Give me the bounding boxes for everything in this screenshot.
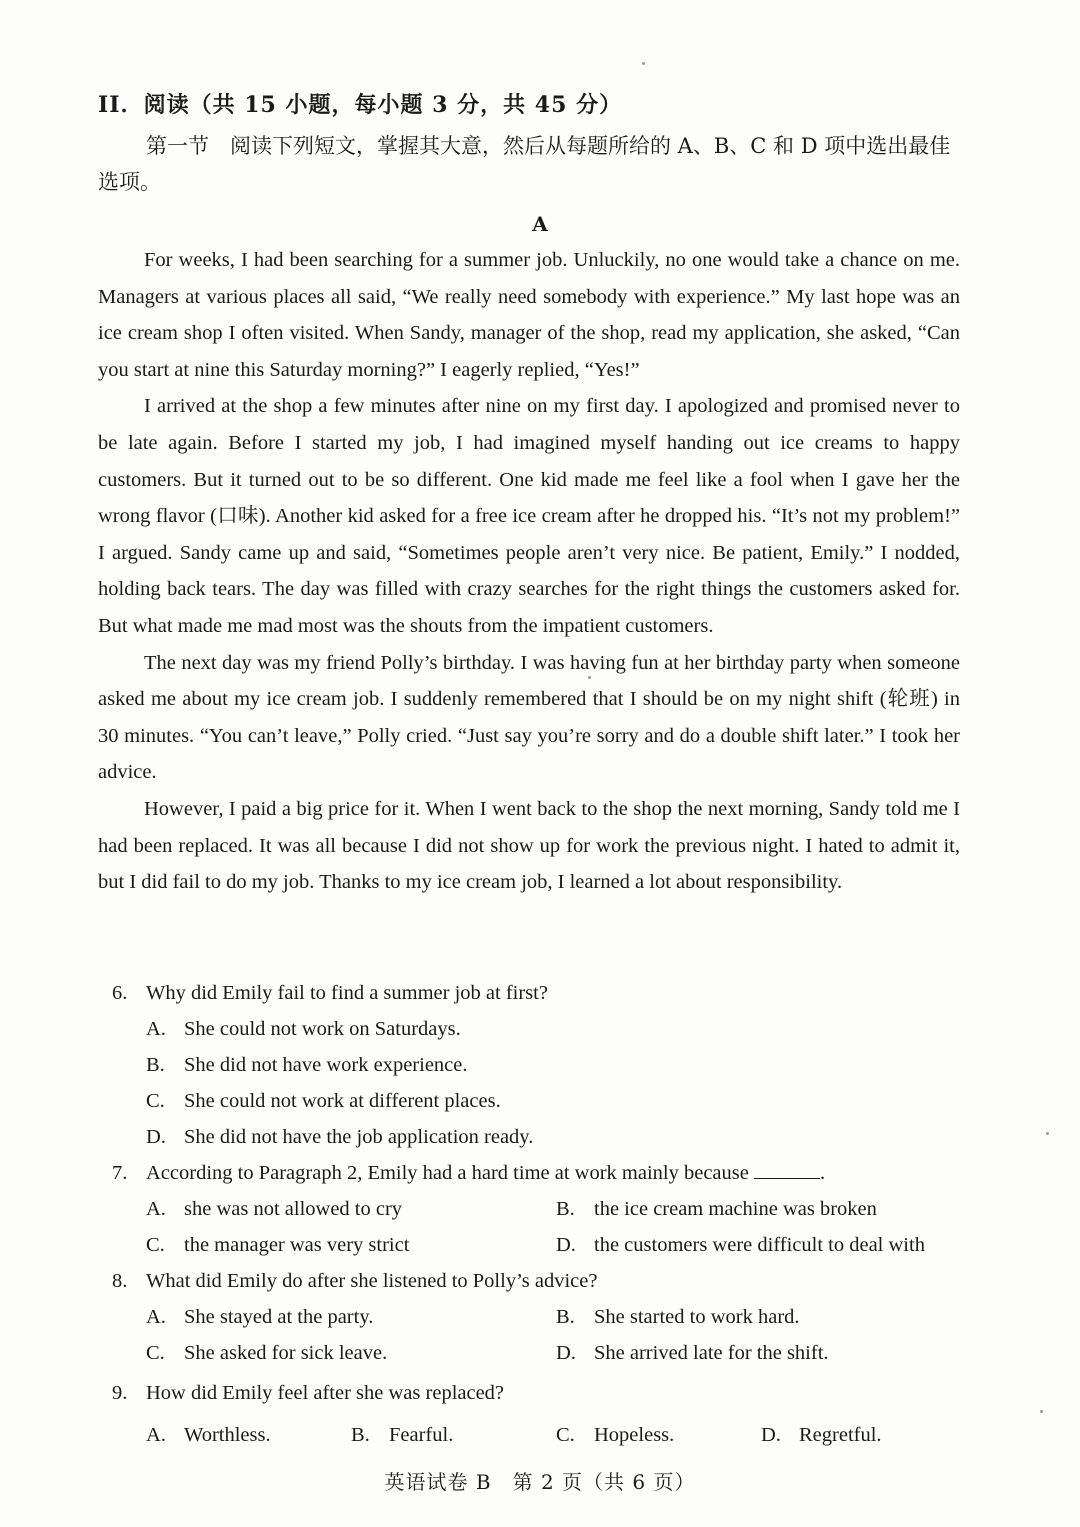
option-text: Worthless. xyxy=(184,1424,271,1446)
option-text: She stayed at the party. xyxy=(184,1306,374,1328)
option-7a[interactable] xyxy=(146,1191,556,1227)
question-6 xyxy=(112,975,962,1011)
option-row xyxy=(112,1047,962,1083)
option-letter: C. xyxy=(146,1090,165,1112)
option-letter: A. xyxy=(146,1018,166,1040)
question-stem: According to Paragraph 2, Emily had a hard time at work mainly because xyxy=(146,1162,749,1184)
option-row xyxy=(112,1417,962,1453)
option-text: She asked for sick leave. xyxy=(184,1342,388,1364)
option-9b[interactable] xyxy=(351,1417,556,1453)
passage-paragraph-1: For weeks, I had been searching for a summer job. Unluckily, no one would take a chance on me. Managers at various places all said, “We really need somebody with experience.” My last hope was an ice cream shop I often visited. When Sandy, manager of the shop, read my application, she asked, “Can you start at nine this Saturday morning?” I eagerly replied, “Yes!” xyxy=(98,249,960,381)
option-letter: B. xyxy=(556,1198,575,1220)
passage-paragraph-3: The next day was my friend Polly’s birthday. I was having fun at her birthday party when someone asked me about my ice cream job. I suddenly remembered that I should be on my night shift (轮班) in 30 minutes. “You can’t leave,” Polly cried. “Just say you’re sorry and do a double shift later.” I took her advice. xyxy=(98,651,960,784)
question-number: 9. xyxy=(112,1382,128,1404)
scan-speck xyxy=(642,62,645,65)
option-row xyxy=(112,1119,962,1155)
option-6b[interactable] xyxy=(146,1047,468,1083)
option-text: She arrived late for the shift. xyxy=(594,1342,829,1364)
option-text: She started to work hard. xyxy=(594,1306,800,1328)
option-row xyxy=(112,1335,962,1371)
option-text: Fearful. xyxy=(389,1424,454,1446)
section-instruction: 第一节 阅读下列短文，掌握其大意，然后从每题所给的 A、B、C 和 D 项中选出最佳选项。 xyxy=(98,134,951,194)
passage-paragraph-2: I arrived at the shop a few minutes after nine on my first day. I apologized and promised never to be late again. Before I started my job, I had imagined myself handing out ice creams to happy customers. But it turned out to be so different. One kid made me feel like a fool when I gave her the wrong flavor (口味). Another kid asked for a free ice cream after he dropped his. “It’s not my problem!” I argued. Sandy came up and said, “Sometimes people aren’t very nice. Be patient, Emily.” I nodded, holding back tears. The day was filled with crazy searches for the right things the customers asked for. But what made me mad most was the shouts from the impatient customers. xyxy=(98,395,960,637)
option-text: she was not allowed to cry xyxy=(184,1198,403,1220)
option-text: Hopeless. xyxy=(594,1424,675,1446)
scan-speck xyxy=(1046,1132,1049,1135)
question-stem: How did Emily feel after she was replaced? xyxy=(146,1382,505,1404)
option-text: the manager was very strict xyxy=(184,1234,410,1256)
scan-speck xyxy=(588,676,591,679)
option-letter: D. xyxy=(556,1342,576,1364)
option-row xyxy=(112,1011,962,1047)
option-8b[interactable] xyxy=(556,1299,966,1335)
option-8a[interactable] xyxy=(146,1299,556,1335)
option-row xyxy=(112,1083,962,1119)
option-text: Regretful. xyxy=(799,1424,882,1446)
section-heading: II．阅读（共 15 小题，每小题 3 分，共 45 分） xyxy=(98,92,623,118)
option-letter: B. xyxy=(146,1054,165,1076)
option-letter: B. xyxy=(556,1306,575,1328)
option-9a[interactable] xyxy=(146,1417,351,1453)
question-9 xyxy=(112,1375,962,1411)
option-letter: D. xyxy=(556,1234,576,1256)
option-8c[interactable] xyxy=(146,1335,556,1371)
reading-passage xyxy=(98,242,960,901)
answer-blank[interactable] xyxy=(754,1156,820,1179)
option-9d[interactable] xyxy=(761,1417,966,1453)
option-letter: A. xyxy=(146,1306,166,1328)
option-text: She did not have the job application ready. xyxy=(184,1126,534,1148)
option-letter: D. xyxy=(146,1126,166,1148)
scan-speck xyxy=(1040,1410,1043,1413)
option-text: She did not have work experience. xyxy=(184,1054,468,1076)
option-row xyxy=(112,1191,962,1227)
option-6d[interactable] xyxy=(146,1119,533,1155)
question-stem: What did Emily do after she listened to Polly’s advice? xyxy=(146,1270,598,1292)
option-letter: A. xyxy=(146,1424,166,1446)
option-text: the customers were difficult to deal with xyxy=(594,1234,925,1256)
option-letter: D. xyxy=(761,1424,781,1446)
question-7 xyxy=(112,1155,962,1191)
question-stem: Why did Emily fail to find a summer job at first? xyxy=(146,982,548,1004)
option-8d[interactable] xyxy=(556,1335,966,1371)
option-6c[interactable] xyxy=(146,1083,501,1119)
option-9c[interactable] xyxy=(556,1417,761,1453)
option-text: She could not work on Saturdays. xyxy=(184,1018,461,1040)
option-row xyxy=(112,1227,962,1263)
option-letter: B. xyxy=(351,1424,370,1446)
option-7c[interactable] xyxy=(146,1227,556,1263)
question-8 xyxy=(112,1263,962,1299)
option-letter: A. xyxy=(146,1198,166,1220)
option-letter: C. xyxy=(556,1424,575,1446)
option-row xyxy=(112,1299,962,1335)
question-number: 8. xyxy=(112,1270,128,1292)
page-footer: 英语试卷 B 第 2 页（共 6 页） xyxy=(384,1470,696,1494)
option-text: the ice cream machine was broken xyxy=(594,1198,877,1220)
option-6a[interactable] xyxy=(146,1011,461,1047)
question-number: 6. xyxy=(112,982,128,1004)
option-letter: C. xyxy=(146,1234,165,1256)
passage-paragraph-4: However, I paid a big price for it. When I went back to the shop the next morning, Sandy told me I had been replaced. It was all because I did not show up for work the previous night. I hated to admit it, but I did fail to do my job. Thanks to my ice cream job, I learned a lot about responsibility. xyxy=(98,797,960,894)
option-7b[interactable] xyxy=(556,1191,966,1227)
option-letter: C. xyxy=(146,1342,165,1364)
question-number: 7. xyxy=(112,1162,128,1184)
stem-end: . xyxy=(819,1162,826,1184)
option-7d[interactable] xyxy=(556,1227,966,1263)
question-list xyxy=(112,975,962,1453)
passage-label: A xyxy=(532,212,548,236)
option-text: She could not work at different places. xyxy=(184,1090,501,1112)
